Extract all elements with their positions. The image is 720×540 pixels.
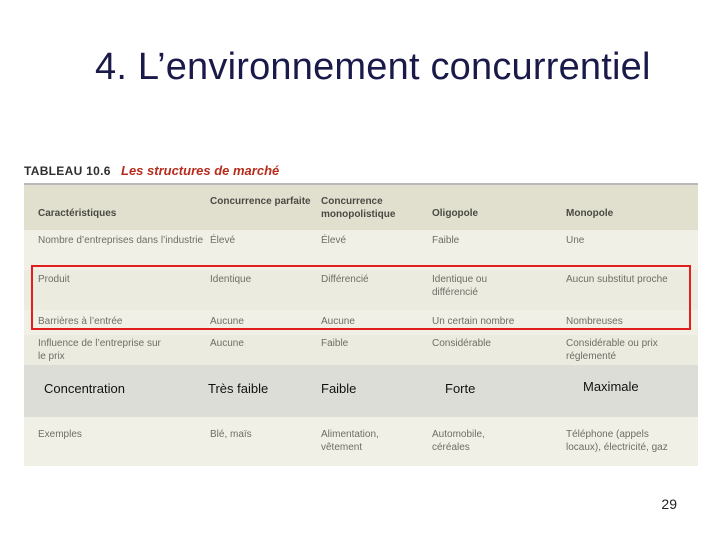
column-header-concurrence-parfaite: Concurrence parfaite (210, 196, 311, 207)
table-row (24, 417, 698, 466)
column-header-monopole: Monopole (566, 208, 614, 219)
highlight-box (31, 265, 691, 330)
table-title: Les structures de marché (121, 163, 280, 178)
table-cell: Blé, maïs (210, 429, 252, 440)
table-cell: Élevé (210, 235, 236, 246)
table-cell: Considérable ou prix réglementé (566, 338, 658, 362)
table-cell: Très faible (208, 381, 269, 396)
table-cell: Élevé (321, 235, 347, 246)
table-cell: Considérable (432, 338, 491, 349)
row-label: Nombre d’entreprises dans l’industrie (38, 235, 204, 246)
table-label: TABLEAU 10.6 (24, 164, 111, 178)
table-cell: Aucune (210, 338, 244, 349)
row-label: Exemples (38, 429, 82, 440)
column-header-concurrence-monopolistique: Concurrence monopolistique (321, 196, 396, 220)
table-cell: Un certain nombre (432, 316, 515, 327)
row-label: Influence de l’entreprise sur le prix (38, 338, 161, 362)
table-row (24, 230, 698, 270)
table-row (24, 335, 698, 365)
table-cell: Différencié (321, 274, 369, 285)
table-cell: Maximale (583, 379, 639, 394)
table-cell: Alimentation, vêtement (321, 429, 379, 453)
table-cell: Téléphone (appels locaux), électricité, gaz (566, 429, 668, 453)
table-cell: Nombreuses (566, 316, 623, 327)
row-label: Produit (38, 274, 70, 285)
table-header (24, 160, 698, 182)
table-header-row (24, 185, 698, 230)
table-cell: Identique ou différencié (432, 274, 488, 298)
table-row-overlay (24, 365, 698, 417)
table-cell: Identique (210, 274, 252, 285)
table-cell: Faible (432, 235, 460, 246)
table-cell: Aucune (210, 316, 244, 327)
table-cell: Faible (321, 381, 357, 396)
column-header-oligopole: Oligopole (432, 208, 479, 219)
column-header-caracteristiques: Caractéristiques (38, 208, 117, 219)
table-cell: Une (566, 235, 585, 246)
table-cell: Aucune (321, 316, 355, 327)
row-label: Barrières à l’entrée (38, 316, 123, 327)
table-cell: Faible (321, 338, 349, 349)
slide-title: 4. L’environnement concurrentiel (95, 46, 651, 88)
table-cell: Forte (445, 381, 476, 396)
table-cell: Automobile, céréales (432, 429, 485, 453)
page-number: 29 (661, 496, 677, 512)
row-label: Concentration (44, 381, 125, 396)
table-cell: Aucun substitut proche (566, 274, 668, 285)
